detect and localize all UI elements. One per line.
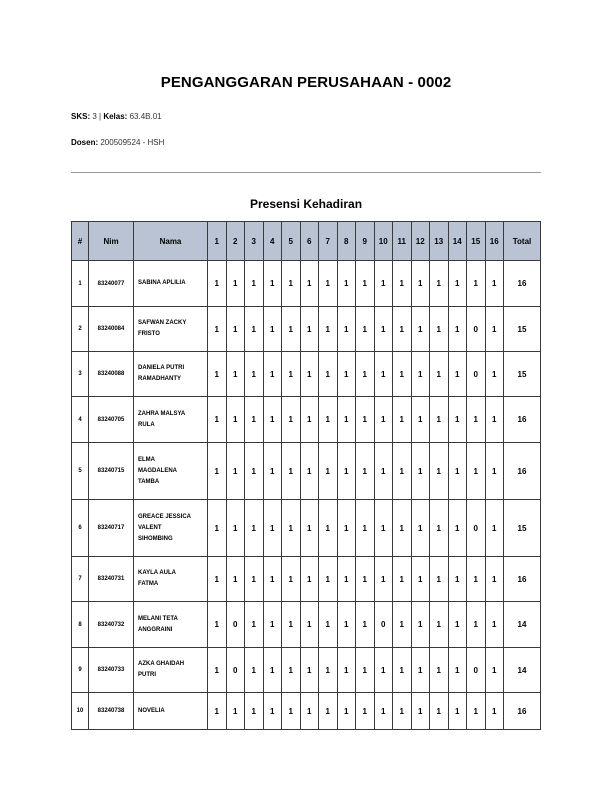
attendance-cell: 1 [374, 397, 393, 443]
attendance-cell: 1 [263, 443, 282, 500]
attendance-cell: 1 [430, 352, 449, 397]
student-nim: 83240717 [89, 500, 134, 557]
attendance-cell: 1 [263, 261, 282, 307]
attendance-cell: 1 [245, 648, 264, 693]
divider [71, 172, 541, 173]
attendance-cell: 1 [282, 602, 301, 648]
attendance-cell: 1 [485, 648, 504, 693]
table-row [72, 352, 541, 397]
attendance-cell: 1 [374, 693, 393, 730]
attendance-cell: 1 [430, 261, 449, 307]
column-header: 8 [337, 222, 356, 261]
column-header: Nama [134, 222, 208, 261]
attendance-cell: 1 [208, 352, 227, 397]
attendance-cell: 1 [485, 500, 504, 557]
attendance-cell: 1 [374, 500, 393, 557]
student-nim: 83240731 [89, 557, 134, 602]
attendance-cell: 1 [356, 352, 375, 397]
attendance-cell: 1 [485, 602, 504, 648]
attendance-cell: 1 [374, 648, 393, 693]
column-header: 12 [411, 222, 430, 261]
attendance-cell: 1 [467, 261, 486, 307]
attendance-cell: 1 [263, 557, 282, 602]
attendance-cell: 1 [356, 648, 375, 693]
attendance-total: 16 [504, 557, 541, 602]
attendance-cell: 1 [245, 557, 264, 602]
attendance-cell: 1 [245, 352, 264, 397]
attendance-total: 15 [504, 352, 541, 397]
attendance-cell: 1 [393, 648, 412, 693]
dosen-value: 200509524 - HSH [98, 138, 165, 147]
attendance-cell: 1 [485, 261, 504, 307]
student-name: ELMA MAGDALENA TAMBA [134, 443, 208, 500]
attendance-cell: 1 [337, 500, 356, 557]
column-header: 7 [319, 222, 338, 261]
attendance-cell: 1 [485, 397, 504, 443]
attendance-cell: 1 [208, 648, 227, 693]
attendance-cell: 1 [300, 557, 319, 602]
table-row [72, 261, 541, 307]
table-row [72, 500, 541, 557]
attendance-cell: 0 [467, 307, 486, 352]
table-row [72, 693, 541, 730]
student-name: ZAHRA MALSYA RULA [134, 397, 208, 443]
column-header: 1 [208, 222, 227, 261]
attendance-cell: 1 [448, 397, 467, 443]
attendance-cell: 1 [485, 307, 504, 352]
attendance-cell: 1 [300, 500, 319, 557]
attendance-cell: 1 [356, 261, 375, 307]
attendance-cell: 1 [393, 352, 412, 397]
attendance-cell: 1 [282, 397, 301, 443]
student-name: NOVELIA [134, 693, 208, 730]
lecturer-info [71, 138, 164, 147]
table-row [72, 602, 541, 648]
attendance-cell: 1 [337, 648, 356, 693]
attendance-cell: 1 [374, 307, 393, 352]
column-header: 2 [226, 222, 245, 261]
attendance-cell: 1 [245, 261, 264, 307]
attendance-cell: 1 [448, 557, 467, 602]
attendance-cell: 1 [393, 397, 412, 443]
student-name: DANIELA PUTRI RAMADHANTY [134, 352, 208, 397]
attendance-cell: 1 [485, 443, 504, 500]
attendance-cell: 1 [467, 443, 486, 500]
column-header: 16 [485, 222, 504, 261]
attendance-cell: 1 [467, 397, 486, 443]
attendance-cell: 1 [245, 602, 264, 648]
attendance-total: 16 [504, 261, 541, 307]
attendance-cell: 1 [300, 648, 319, 693]
attendance-cell: 1 [430, 648, 449, 693]
student-nim: 83240738 [89, 693, 134, 730]
attendance-cell: 1 [337, 602, 356, 648]
attendance-cell: 1 [337, 352, 356, 397]
attendance-cell: 1 [208, 602, 227, 648]
attendance-cell: 1 [226, 397, 245, 443]
attendance-cell: 1 [245, 443, 264, 500]
document-title: PENGANGGARAN PERUSAHAAN - 0002 [160, 74, 452, 91]
sks-label: SKS: [71, 112, 91, 121]
attendance-cell: 1 [319, 693, 338, 730]
row-number: 10 [72, 693, 89, 730]
attendance-cell: 1 [374, 557, 393, 602]
attendance-cell: 1 [300, 352, 319, 397]
attendance-cell: 1 [356, 693, 375, 730]
attendance-cell: 1 [300, 443, 319, 500]
table-row [72, 557, 541, 602]
attendance-cell: 1 [337, 443, 356, 500]
attendance-table [71, 221, 541, 730]
attendance-cell: 1 [467, 602, 486, 648]
attendance-cell: 1 [226, 500, 245, 557]
attendance-cell: 1 [226, 443, 245, 500]
attendance-cell: 1 [300, 397, 319, 443]
attendance-cell: 1 [282, 693, 301, 730]
attendance-cell: 1 [337, 693, 356, 730]
attendance-total: 14 [504, 602, 541, 648]
attendance-cell: 1 [485, 352, 504, 397]
attendance-cell: 1 [411, 557, 430, 602]
attendance-total: 16 [504, 397, 541, 443]
attendance-cell: 1 [374, 261, 393, 307]
attendance-cell: 1 [263, 648, 282, 693]
attendance-cell: 0 [226, 602, 245, 648]
attendance-total: 15 [504, 307, 541, 352]
column-header: 10 [374, 222, 393, 261]
student-name: SABINA APLILIA [134, 261, 208, 307]
attendance-cell: 1 [226, 352, 245, 397]
attendance-cell: 0 [467, 500, 486, 557]
column-header: Total [504, 222, 541, 261]
attendance-cell: 1 [411, 397, 430, 443]
attendance-total: 16 [504, 443, 541, 500]
attendance-cell: 1 [430, 557, 449, 602]
attendance-cell: 1 [337, 307, 356, 352]
column-header: 6 [300, 222, 319, 261]
attendance-cell: 1 [374, 352, 393, 397]
attendance-cell: 1 [226, 261, 245, 307]
attendance-cell: 1 [411, 500, 430, 557]
student-name: SAFWAN ZACKY FRISTO [134, 307, 208, 352]
attendance-cell: 1 [411, 261, 430, 307]
attendance-cell: 1 [208, 261, 227, 307]
student-nim: 83240705 [89, 397, 134, 443]
attendance-cell: 1 [319, 352, 338, 397]
student-nim: 83240084 [89, 307, 134, 352]
attendance-cell: 1 [430, 443, 449, 500]
attendance-cell: 1 [467, 693, 486, 730]
attendance-cell: 1 [208, 557, 227, 602]
table-row [72, 648, 541, 693]
attendance-cell: 1 [485, 557, 504, 602]
attendance-cell: 1 [208, 693, 227, 730]
attendance-cell: 1 [448, 602, 467, 648]
attendance-cell: 1 [448, 307, 467, 352]
attendance-cell: 1 [356, 397, 375, 443]
table-header-row [72, 222, 541, 261]
attendance-cell: 1 [448, 500, 467, 557]
attendance-cell: 1 [319, 261, 338, 307]
attendance-cell: 1 [263, 352, 282, 397]
attendance-cell: 1 [411, 602, 430, 648]
column-header: 3 [245, 222, 264, 261]
row-number: 9 [72, 648, 89, 693]
attendance-cell: 1 [282, 352, 301, 397]
attendance-cell: 1 [245, 500, 264, 557]
attendance-cell: 1 [411, 648, 430, 693]
attendance-cell: 1 [393, 443, 412, 500]
attendance-cell: 1 [263, 397, 282, 443]
student-nim: 83240088 [89, 352, 134, 397]
attendance-cell: 1 [393, 307, 412, 352]
student-nim: 83240732 [89, 602, 134, 648]
attendance-cell: 1 [208, 500, 227, 557]
attendance-cell: 1 [300, 261, 319, 307]
kelas-value: 63.4B.01 [127, 112, 162, 121]
row-number: 6 [72, 500, 89, 557]
attendance-cell: 1 [374, 443, 393, 500]
attendance-cell: 1 [282, 557, 301, 602]
attendance-cell: 1 [356, 443, 375, 500]
sks-value: 3 | [90, 112, 104, 121]
attendance-cell: 1 [356, 307, 375, 352]
attendance-cell: 1 [245, 693, 264, 730]
column-header: Nim [89, 222, 134, 261]
student-nim: 83240733 [89, 648, 134, 693]
row-number: 7 [72, 557, 89, 602]
attendance-cell: 1 [226, 693, 245, 730]
attendance-cell: 1 [430, 693, 449, 730]
attendance-cell: 1 [263, 693, 282, 730]
attendance-cell: 0 [374, 602, 393, 648]
student-nim: 83240715 [89, 443, 134, 500]
attendance-cell: 1 [300, 307, 319, 352]
student-name: MELANI TETA ANGGRAINI [134, 602, 208, 648]
attendance-total: 16 [504, 693, 541, 730]
attendance-cell: 1 [356, 602, 375, 648]
attendance-cell: 1 [208, 307, 227, 352]
attendance-cell: 1 [263, 500, 282, 557]
attendance-total: 15 [504, 500, 541, 557]
column-header: 15 [467, 222, 486, 261]
attendance-cell: 1 [319, 557, 338, 602]
attendance-cell: 1 [448, 443, 467, 500]
row-number: 8 [72, 602, 89, 648]
column-header: 14 [448, 222, 467, 261]
column-header: 5 [282, 222, 301, 261]
attendance-cell: 1 [448, 261, 467, 307]
attendance-cell: 1 [411, 693, 430, 730]
attendance-cell: 1 [393, 557, 412, 602]
row-number: 2 [72, 307, 89, 352]
attendance-cell: 1 [356, 557, 375, 602]
attendance-cell: 1 [393, 602, 412, 648]
attendance-cell: 1 [411, 443, 430, 500]
attendance-cell: 1 [467, 557, 486, 602]
attendance-cell: 1 [448, 352, 467, 397]
attendance-cell: 1 [282, 648, 301, 693]
row-number: 5 [72, 443, 89, 500]
attendance-cell: 1 [282, 261, 301, 307]
attendance-cell: 1 [337, 557, 356, 602]
table-row [72, 397, 541, 443]
attendance-cell: 1 [448, 648, 467, 693]
attendance-cell: 1 [430, 602, 449, 648]
attendance-cell: 1 [282, 307, 301, 352]
attendance-cell: 1 [356, 500, 375, 557]
attendance-cell: 0 [226, 648, 245, 693]
row-number: 4 [72, 397, 89, 443]
attendance-cell: 1 [300, 602, 319, 648]
attendance-cell: 1 [393, 500, 412, 557]
attendance-cell: 1 [393, 693, 412, 730]
attendance-cell: 1 [282, 500, 301, 557]
column-header: 4 [263, 222, 282, 261]
section-title: Presensi Kehadiran [249, 197, 363, 211]
attendance-cell: 1 [263, 307, 282, 352]
attendance-cell: 1 [448, 693, 467, 730]
attendance-cell: 1 [411, 352, 430, 397]
attendance-cell: 1 [208, 443, 227, 500]
attendance-cell: 1 [430, 397, 449, 443]
attendance-cell: 1 [319, 602, 338, 648]
attendance-cell: 1 [245, 397, 264, 443]
attendance-cell: 1 [319, 307, 338, 352]
attendance-cell: 1 [319, 397, 338, 443]
attendance-cell: 1 [337, 397, 356, 443]
column-header: # [72, 222, 89, 261]
attendance-cell: 1 [263, 602, 282, 648]
attendance-cell: 1 [430, 500, 449, 557]
attendance-cell: 1 [393, 261, 412, 307]
attendance-cell: 1 [300, 693, 319, 730]
attendance-cell: 1 [430, 307, 449, 352]
student-nim: 83240077 [89, 261, 134, 307]
dosen-label: Dosen: [71, 138, 99, 147]
attendance-cell: 0 [467, 352, 486, 397]
row-number: 1 [72, 261, 89, 307]
student-name: GREACE JESSICA VALENT SIHOMBING [134, 500, 208, 557]
attendance-cell: 1 [485, 693, 504, 730]
attendance-cell: 1 [337, 261, 356, 307]
attendance-cell: 0 [467, 648, 486, 693]
column-header: 9 [356, 222, 375, 261]
attendance-cell: 1 [319, 443, 338, 500]
column-header: 11 [393, 222, 412, 261]
attendance-cell: 1 [411, 307, 430, 352]
attendance-cell: 1 [226, 307, 245, 352]
attendance-cell: 1 [319, 648, 338, 693]
row-number: 3 [72, 352, 89, 397]
table-row [72, 307, 541, 352]
table-row [72, 443, 541, 500]
student-name: AZKA GHAIDAH PUTRI [134, 648, 208, 693]
attendance-cell: 1 [319, 500, 338, 557]
attendance-cell: 1 [208, 397, 227, 443]
column-header: 13 [430, 222, 449, 261]
attendance-cell: 1 [226, 557, 245, 602]
attendance-cell: 1 [245, 307, 264, 352]
attendance-cell: 1 [282, 443, 301, 500]
attendance-total: 14 [504, 648, 541, 693]
student-name: KAYLA AULA FATMA [134, 557, 208, 602]
class-info [71, 112, 162, 121]
kelas-label: Kelas: [103, 112, 128, 121]
